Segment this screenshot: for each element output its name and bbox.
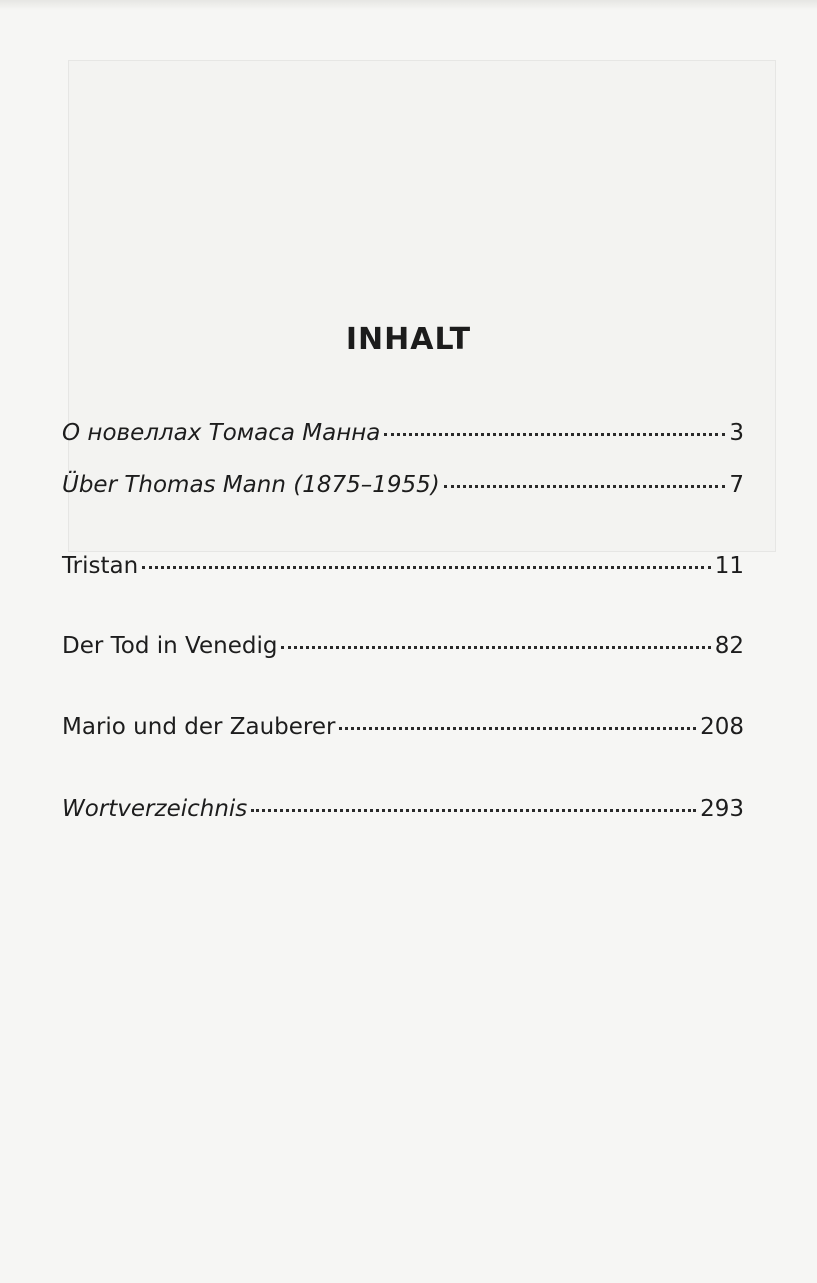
dot-leader (142, 566, 711, 569)
toc-entry-page: 82 (714, 633, 744, 659)
toc-entry-page: 3 (729, 420, 744, 446)
toc-entry-label: Mario und der Zauberer (62, 714, 336, 740)
toc-entry-tod-in-venedig (62, 633, 744, 659)
toc-entry-intro-ru (62, 420, 744, 446)
page-title: INHALT (345, 322, 472, 357)
toc-entry-label: Über Thomas Mann (1875–1955) (62, 472, 440, 498)
dot-leader (444, 485, 726, 488)
dot-leader (339, 727, 696, 730)
page-top-edge (0, 0, 817, 10)
dot-leader (251, 809, 696, 812)
toc-entry-tristan (62, 553, 744, 579)
toc-entry-mario (62, 714, 744, 740)
toc-entry-page: 7 (729, 472, 744, 498)
toc-entry-label: Wortverzeichnis (62, 796, 248, 822)
toc-entry-label: Tristan (62, 553, 139, 579)
toc-entry-label: Der Tod in Venedig (62, 633, 278, 659)
toc-entry-label: О новеллах Томаса Манна (62, 420, 381, 446)
toc-entry-wortverzeichnis (62, 796, 744, 822)
toc-entry-about-mann (62, 472, 744, 498)
toc-entry-page: 11 (714, 553, 744, 579)
toc-entry-page: 208 (700, 714, 744, 740)
dot-leader (281, 646, 710, 649)
toc-entry-page: 293 (700, 796, 744, 822)
dot-leader (384, 433, 725, 436)
